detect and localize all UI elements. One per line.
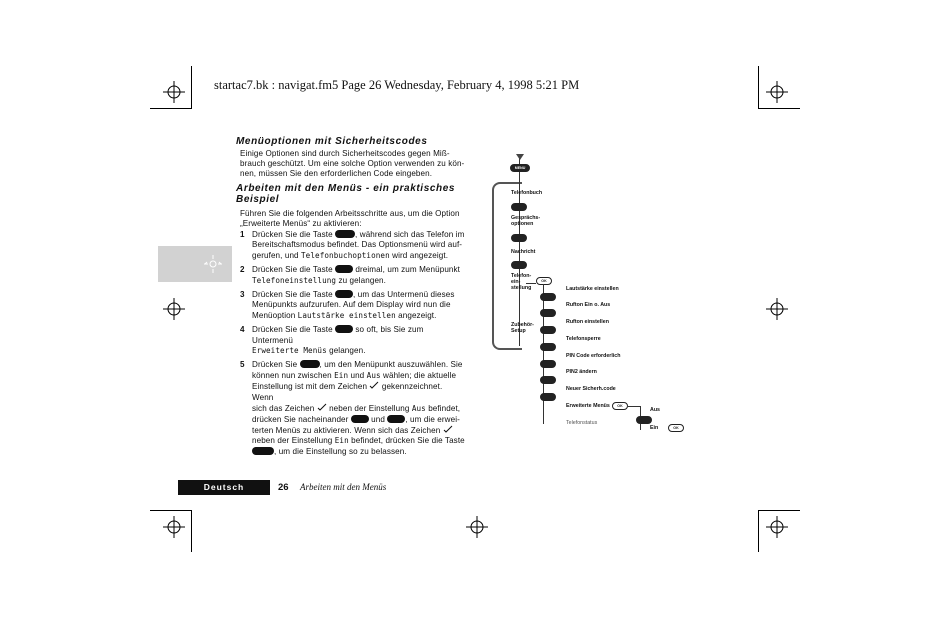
registration-mark-icon (163, 516, 185, 538)
step-text: wählen; die aktuelle (383, 370, 457, 380)
step-text: zu gelangen. (338, 275, 387, 285)
crop-mark (150, 108, 192, 109)
submenu-item-pin2: PIN2 ändern (566, 369, 597, 375)
step-text: und (350, 370, 365, 380)
crop-mark (191, 510, 192, 552)
step-text: drücken Sie nacheinander (252, 414, 349, 424)
menu-item-zubehoer-setup: Zubehör- (511, 322, 534, 328)
ok-key-label: OK (541, 279, 547, 283)
body-line: brauch geschützt. Um eine solche Option verwenden zu kön- (240, 159, 465, 169)
step-text: können nun zwischen (252, 370, 332, 380)
step-text: Drücken Sie die Taste (252, 290, 333, 300)
ok-key-label: OK (617, 404, 623, 408)
step-number: 1 (240, 230, 245, 239)
section-title-line: Beispiel (236, 194, 280, 205)
step-number: 5 (240, 360, 245, 370)
submenu-item-erweiterte-menues: Erweiterte Menüs (566, 403, 610, 409)
display-text: Ein (334, 370, 349, 380)
step-text: Menüpunkts aufzurufen. Auf dem Display wird nun die (252, 300, 451, 310)
language-tab: Deutsch (178, 480, 270, 495)
display-text: Aus (366, 370, 381, 380)
intro-line: Führen Sie die folgenden Arbeitsschritte aus, um die Option (240, 209, 460, 218)
submenu-item-pin-code: PIN Code erforderlich (566, 353, 621, 359)
scroll-key-badge (511, 261, 527, 269)
display-text: Aus (411, 404, 426, 414)
down-arrow-icon (516, 154, 524, 162)
checkmark-icon (317, 403, 327, 411)
menu-item-telefoneinstellung-cont2: stellung (511, 285, 532, 291)
menu-item-zubehoer-setup-cont: Setup (511, 328, 526, 334)
connector-line (526, 283, 536, 284)
step-text: terten Menüs zu aktivieren. Wenn sich das Zeichen (252, 425, 441, 435)
crop-mark (150, 510, 192, 511)
step-text: , um das Untermenü dieses (353, 290, 455, 300)
intro-line: „Erweiterte Menüs“ zu aktivieren: (240, 219, 362, 229)
step-1 (240, 230, 466, 261)
submenu-item-rufton-einstellen: Rufton einstellen (566, 319, 609, 325)
submenu-line (543, 284, 544, 424)
registration-mark-icon (163, 298, 185, 320)
step-number: 3 (240, 290, 245, 300)
crop-mark (191, 66, 192, 108)
ok-key-icon (387, 415, 405, 423)
submenu-item-sicherheitscode: Neuer Sicherh.code (566, 386, 616, 392)
ok-key-icon (252, 447, 274, 455)
step-text: gerufen, und (252, 250, 299, 260)
step-text: Einstellung ist mit dem Zeichen (252, 382, 368, 392)
step-text: gekennzeichnet. Wenn (252, 382, 443, 402)
crop-mark (758, 66, 759, 108)
menu-item-telefoneinstellung: Telefon- (511, 273, 532, 279)
scroll-key-icon (351, 415, 369, 423)
scroll-key-badge (540, 309, 556, 317)
menu-item-gespraechsoptionen-cont: optionen (511, 221, 534, 227)
display-text: Lautstärke einstellen (297, 310, 396, 320)
registration-mark-icon (466, 516, 488, 538)
display-text: Telefoneinstellung (252, 275, 337, 285)
crop-mark (758, 510, 800, 511)
scroll-key-badge (540, 360, 556, 368)
ok-key-icon (335, 290, 353, 298)
step-text: und (371, 414, 385, 424)
step-text: angezeigt. (398, 310, 437, 320)
step-text: befindet, (428, 404, 461, 414)
registration-mark-icon (766, 516, 788, 538)
section-title-security-codes: Menüoptionen mit Sicherheitscodes (236, 136, 428, 147)
option-aus: Aus (650, 407, 661, 413)
step-number: 2 (240, 265, 245, 275)
scroll-key-badge (540, 293, 556, 301)
navigation-icon (202, 254, 224, 274)
step-text: sich das Zeichen (252, 404, 315, 414)
section-body-security-codes (240, 149, 470, 179)
step-text: Bereitschaftsmodus befindet. Das Optionsmenü wird auf- (252, 240, 463, 250)
body-line: nen, müssen Sie den erforderlichen Code eingeben. (240, 169, 433, 179)
step-text: gelangen. (329, 346, 366, 356)
ok-key-icon (300, 360, 320, 368)
checkmark-icon (443, 425, 453, 433)
scroll-key-badge (636, 416, 652, 424)
submenu-item-lautstaerke: Lautstärke einstellen (566, 286, 619, 292)
submenu-item-rufton-ein-aus: Rufton Ein o. Aus (566, 302, 611, 308)
scroll-key-badge (540, 343, 556, 351)
registration-mark-icon (766, 81, 788, 103)
menu-item-telefonbuch: Telefonbuch (511, 190, 543, 196)
step-3 (240, 290, 466, 321)
scroll-key-badge (511, 203, 527, 211)
ok-key-badge (668, 424, 684, 432)
body-line: Einige Optionen sind durch Sicherheitscodes gegen Miß- (240, 149, 450, 158)
step-text: Menüoption (252, 310, 296, 320)
section-title-menu-example (236, 183, 455, 205)
footer-title: Arbeiten mit den Menüs (300, 482, 387, 492)
ok-key-label: OK (673, 426, 679, 430)
submenu-item-telefonsperre: Telefonsperre (566, 336, 601, 342)
page-header: startac7.bk : navigat.fm5 Page 26 Wednesday, February 4, 1998 5:21 PM (214, 78, 580, 92)
scroll-key-badge (540, 376, 556, 384)
scroll-key-badge (511, 234, 527, 242)
step-text: befindet, drücken Sie die Taste (351, 436, 465, 446)
section-intro (240, 209, 470, 229)
scroll-key-badge (540, 326, 556, 334)
option-ein: Ein (650, 425, 659, 431)
step-text: neben der Einstellung (329, 404, 410, 414)
step-text: dreimal, um zum Menüpunkt (355, 265, 461, 275)
scroll-key-icon (335, 265, 353, 273)
menu-item-telefoneinstellung-cont: ein- (511, 279, 521, 285)
section-title-line: Arbeiten mit den Menüs - ein praktisches (236, 183, 456, 194)
step-text: wird angezeigt. (392, 250, 449, 260)
step-4 (240, 325, 466, 356)
crop-mark (758, 510, 759, 552)
display-text: Erweiterte Menüs (252, 346, 327, 356)
display-text: Ein (334, 436, 349, 446)
menu-tree-diagram (490, 150, 700, 440)
step-text: so oft, bis Sie zum Untermenü (252, 325, 424, 345)
menu-item-nachricht: Nachricht (511, 249, 536, 255)
step-2 (240, 265, 466, 286)
crop-mark (758, 108, 800, 109)
ok-key-badge (536, 277, 552, 285)
menu-item-gespraechsoptionen: Gesprächs- (511, 215, 541, 221)
step-5 (240, 360, 466, 457)
step-text: , während sich das Telefon im (355, 230, 465, 239)
display-text: Telefonbuchoptionen (301, 250, 390, 260)
submenu-item-telefonstatus: Telefonstatus (566, 420, 598, 426)
registration-mark-icon (163, 81, 185, 103)
step-text: , um den Menüpunkt auszuwählen. Sie (319, 360, 463, 370)
step-text: Drücken Sie die Taste (252, 230, 333, 239)
step-text: neben der Einstellung (252, 436, 333, 446)
step-text: Drücken Sie (252, 360, 298, 370)
registration-mark-icon (766, 298, 788, 320)
scroll-key-badge (540, 393, 556, 401)
connector-line (628, 406, 640, 407)
step-number: 4 (240, 325, 245, 335)
instruction-steps (240, 230, 466, 461)
step-text: , um die Einstellung so zu belassen. (274, 446, 407, 456)
scroll-key-icon (335, 325, 353, 333)
step-text: , um die erwei- (405, 414, 460, 424)
checkmark-icon (369, 381, 379, 389)
step-text: Drücken Sie die Taste (252, 265, 333, 275)
menu-key-label: MENU (514, 166, 526, 170)
page-number: 26 (278, 482, 289, 493)
step-text: Drücken Sie die Taste (252, 325, 333, 335)
menu-key-badge (510, 164, 530, 172)
ok-key-badge (612, 402, 628, 410)
menu-key-icon (335, 230, 355, 238)
chapter-thumb-tab (158, 246, 232, 282)
